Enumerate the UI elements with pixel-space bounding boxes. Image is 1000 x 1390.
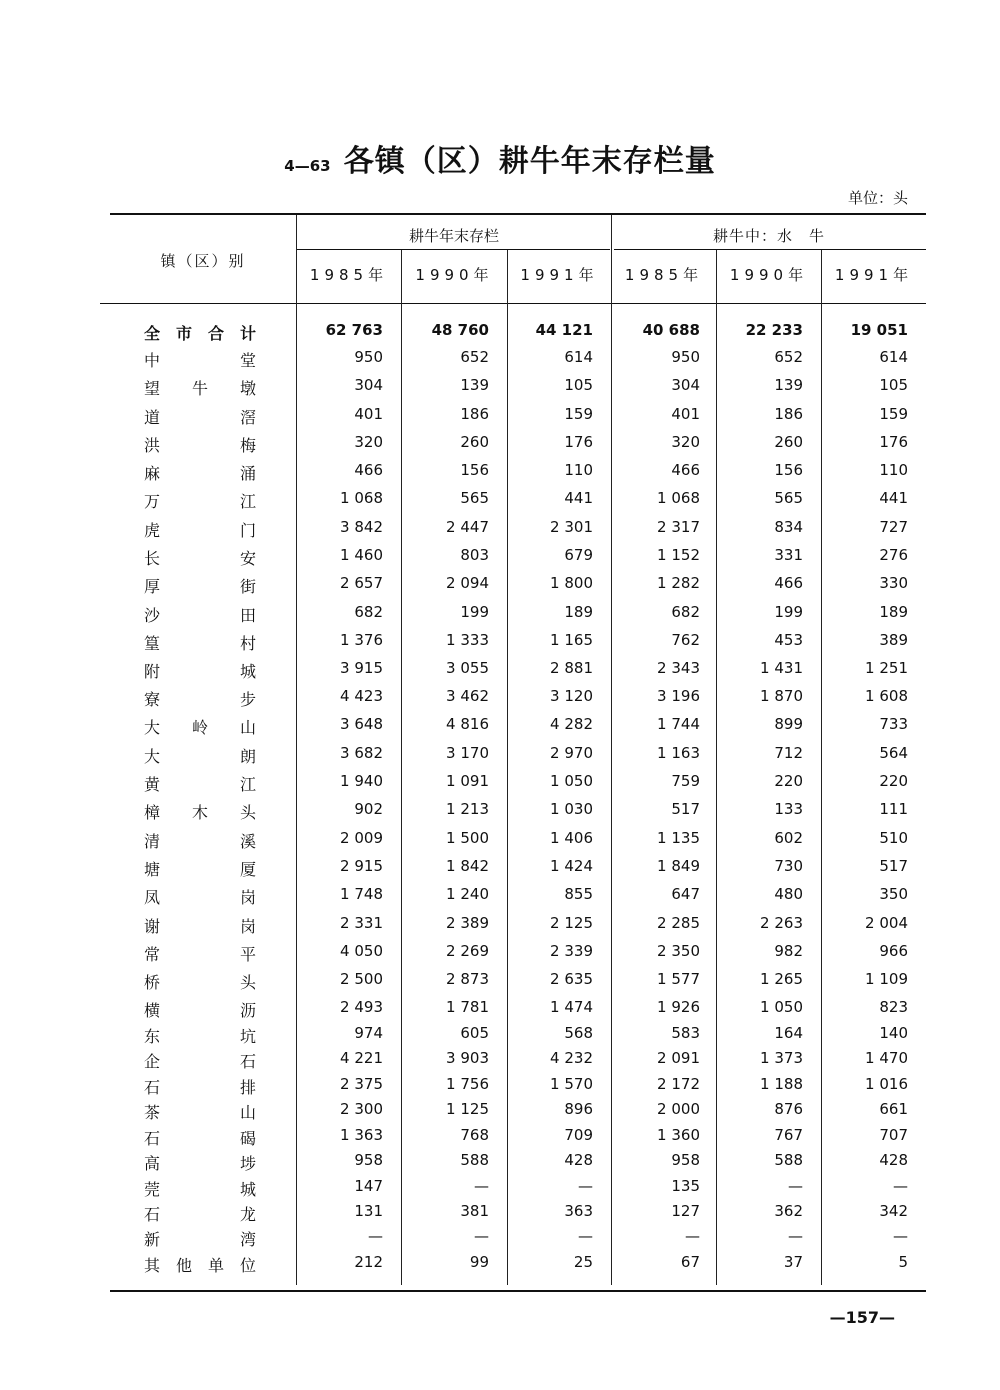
table-cell: 2 263	[760, 914, 803, 932]
table-cell: 1 570	[550, 1075, 593, 1093]
table-cell: 3 055	[446, 659, 489, 677]
table-cell: 1 050	[550, 772, 593, 790]
table-cell: 4 423	[340, 687, 383, 705]
table-code: 4—63	[284, 157, 331, 175]
table-cell: 67	[680, 1253, 700, 1271]
table-row: 其 他 单 位 212 99 25 67 37 5	[144, 1253, 908, 1275]
table-cell: 958	[354, 1151, 383, 1169]
row-label-header: 镇（区）别	[160, 252, 246, 270]
table-cell: 2 125	[550, 914, 593, 932]
table-cell: 105	[879, 376, 908, 394]
table-cell: —	[788, 1177, 803, 1195]
table-row: 石 龙 131 381 363 127 362 342	[144, 1202, 908, 1224]
table-row: 洪 梅 320 260 176 320 260 176	[144, 433, 908, 455]
table-cell: 565	[460, 489, 489, 507]
table-cell: 1 265	[760, 970, 803, 988]
table-cell: 1 849	[657, 857, 700, 875]
table-row: 石 排 2 375 1 756 1 570 2 172 1 188 1 016	[144, 1075, 908, 1097]
table-cell: 350	[879, 885, 908, 903]
table-cell: 199	[460, 603, 489, 621]
table-cell: 19 051	[850, 321, 908, 339]
table-cell: 679	[564, 546, 593, 564]
table-cell: 727	[879, 518, 908, 536]
bottom-rule	[110, 1290, 926, 1292]
table-cell: 1 333	[446, 631, 489, 649]
table-cell: 803	[460, 546, 489, 564]
table-cell: 1 068	[657, 489, 700, 507]
table-cell: 2 269	[446, 942, 489, 960]
table-cell: 4 221	[340, 1049, 383, 1067]
table-cell: —	[685, 1227, 700, 1245]
table-cell: 510	[879, 829, 908, 847]
table-cell: 2 300	[340, 1100, 383, 1118]
table-cell: 966	[879, 942, 908, 960]
table-row: 寮 步 4 423 3 462 3 120 3 196 1 870 1 608	[144, 687, 908, 709]
table-cell: 1 744	[657, 715, 700, 733]
table-cell: 363	[564, 1202, 593, 1220]
table-cell: 453	[774, 631, 803, 649]
table-cell: 44 121	[535, 321, 593, 339]
table-cell: 614	[564, 348, 593, 366]
year-header: 1990年	[729, 266, 809, 284]
table-row: 长 安 1 460 803 679 1 152 331 276	[144, 546, 908, 568]
table-cell: 401	[671, 405, 700, 423]
table-cell: 1 188	[760, 1075, 803, 1093]
table-cell: 2 915	[340, 857, 383, 875]
table-cell: 1 608	[865, 687, 908, 705]
table-cell: 48 760	[431, 321, 489, 339]
table-cell: 110	[564, 461, 593, 479]
table-cell: 709	[564, 1126, 593, 1144]
table-cell: 1 460	[340, 546, 383, 564]
table-cell: 1 470	[865, 1049, 908, 1067]
table-cell: 588	[774, 1151, 803, 1169]
table-cell: 902	[354, 800, 383, 818]
table-cell: 428	[879, 1151, 908, 1169]
table-cell: 1 135	[657, 829, 700, 847]
year-header: 1991年	[520, 266, 599, 284]
table-cell: 2 343	[657, 659, 700, 677]
table-cell: 1 376	[340, 631, 383, 649]
table-row: 麻 涌 466 156 110 466 156 110	[144, 461, 908, 483]
table-row: 沙 田 682 199 189 682 199 189	[144, 603, 908, 625]
table-row: 莞 城 147 — — 135 — —	[144, 1177, 908, 1199]
table-row: 凤 岗 1 748 1 240 855 647 480 350	[144, 885, 908, 907]
table-cell: 614	[879, 348, 908, 366]
table-cell: 2 389	[446, 914, 489, 932]
table-cell: 876	[774, 1100, 803, 1118]
table-cell: 127	[671, 1202, 700, 1220]
table-cell: 389	[879, 631, 908, 649]
table-cell: 1 152	[657, 546, 700, 564]
table-cell: 441	[879, 489, 908, 507]
table-cell: 2 301	[550, 518, 593, 536]
table-cell: 189	[564, 603, 593, 621]
table-cell: 1 050	[760, 998, 803, 1016]
table-cell: 156	[774, 461, 803, 479]
table-cell: 131	[354, 1202, 383, 1220]
table-cell: 140	[879, 1024, 908, 1042]
table-row: 万 江 1 068 565 441 1 068 565 441	[144, 489, 908, 511]
table-cell: 220	[879, 772, 908, 790]
table-row: 企 石 4 221 3 903 4 232 2 091 1 373 1 470	[144, 1049, 908, 1071]
table-cell: 1 431	[760, 659, 803, 677]
table-cell: 133	[774, 800, 803, 818]
table-cell: 381	[460, 1202, 489, 1220]
table-cell: 320	[671, 433, 700, 451]
table-row: 大 朗 3 682 3 170 2 970 1 163 712 564	[144, 744, 908, 766]
table-cell: 682	[671, 603, 700, 621]
table-cell: 823	[879, 998, 908, 1016]
table-row: 东 坑 974 605 568 583 164 140	[144, 1024, 908, 1046]
table-cell: 2 094	[446, 574, 489, 592]
table-cell: 428	[564, 1151, 593, 1169]
table-cell: 260	[460, 433, 489, 451]
table-cell: 1 474	[550, 998, 593, 1016]
table-cell: 135	[671, 1177, 700, 1195]
table-cell: 1 748	[340, 885, 383, 903]
table-cell: 2 317	[657, 518, 700, 536]
year-header: 1985年	[309, 266, 389, 284]
table-cell: 304	[671, 376, 700, 394]
table-cell: 331	[774, 546, 803, 564]
table-cell: 105	[564, 376, 593, 394]
table-cell: 1 373	[760, 1049, 803, 1067]
group2-header: 耕牛中：水 牛	[712, 227, 825, 245]
table-cell: 1 016	[865, 1075, 908, 1093]
table-cell: 111	[879, 800, 908, 818]
table-cell: 3 170	[446, 744, 489, 762]
table-cell: 304	[354, 376, 383, 394]
table-cell: —	[893, 1227, 908, 1245]
table-cell: 466	[354, 461, 383, 479]
table-cell: 3 682	[340, 744, 383, 762]
table-cell: —	[474, 1177, 489, 1195]
table-cell: 1 213	[446, 800, 489, 818]
table-cell: —	[474, 1227, 489, 1245]
table-cell: 652	[460, 348, 489, 366]
table-row: 谢 岗 2 331 2 389 2 125 2 285 2 263 2 004	[144, 914, 908, 936]
table-row: 附 城 3 915 3 055 2 881 2 343 1 431 1 251	[144, 659, 908, 681]
table-cell: 712	[774, 744, 803, 762]
table-cell: 3 120	[550, 687, 593, 705]
table-cell: 2 881	[550, 659, 593, 677]
table-cell: 4 282	[550, 715, 593, 733]
table-cell: 466	[671, 461, 700, 479]
table-cell: 588	[460, 1151, 489, 1169]
table-cell: —	[578, 1227, 593, 1245]
table-row: 厚 街 2 657 2 094 1 800 1 282 466 330	[144, 574, 908, 596]
table-row: 黄 江 1 940 1 091 1 050 759 220 220	[144, 772, 908, 794]
table-cell: 759	[671, 772, 700, 790]
table-cell: 1 781	[446, 998, 489, 1016]
table-cell: 330	[879, 574, 908, 592]
table-cell: 583	[671, 1024, 700, 1042]
table-cell: 647	[671, 885, 700, 903]
table-row: 茶 山 2 300 1 125 896 2 000 876 661	[144, 1100, 908, 1122]
table-cell: 517	[671, 800, 700, 818]
table-cell: 4 050	[340, 942, 383, 960]
table-row: 中 堂 950 652 614 950 652 614	[144, 348, 908, 370]
page-number: —157—	[829, 1308, 895, 1327]
table-cell: 99	[469, 1253, 489, 1271]
table-cell: 2 004	[865, 914, 908, 932]
table-cell: 2 172	[657, 1075, 700, 1093]
table-cell: 159	[879, 405, 908, 423]
table-row: 桥 头 2 500 2 873 2 635 1 577 1 265 1 109	[144, 970, 908, 992]
table-cell: 1 940	[340, 772, 383, 790]
table-cell: 1 756	[446, 1075, 489, 1093]
table-cell: 2 331	[340, 914, 383, 932]
group-rule-left	[297, 249, 610, 250]
table-cell: 2 657	[340, 574, 383, 592]
table-row: 常 平 4 050 2 269 2 339 2 350 982 966	[144, 942, 908, 964]
table-row: 横 沥 2 493 1 781 1 474 1 926 1 050 823	[144, 998, 908, 1020]
table-cell: 220	[774, 772, 803, 790]
table-cell: 186	[774, 405, 803, 423]
table-cell: 1 870	[760, 687, 803, 705]
table-cell: 147	[354, 1177, 383, 1195]
group-rule-right	[614, 249, 926, 250]
table-cell: 3 903	[446, 1049, 489, 1067]
table-cell: 652	[774, 348, 803, 366]
table-cell: 186	[460, 405, 489, 423]
table-cell: 565	[774, 489, 803, 507]
table-cell: 1 360	[657, 1126, 700, 1144]
table-cell: 682	[354, 603, 383, 621]
table-cell: 3 462	[446, 687, 489, 705]
table-cell: 260	[774, 433, 803, 451]
table-cell: 110	[879, 461, 908, 479]
table-cell: 37	[783, 1253, 803, 1271]
year-header: 1985年	[624, 266, 704, 284]
top-rule	[110, 213, 926, 215]
table-cell: 1 030	[550, 800, 593, 818]
unit-label: 单位：头	[847, 189, 908, 207]
table-cell: 2 493	[340, 998, 383, 1016]
table-cell: 605	[460, 1024, 489, 1042]
table-cell: 441	[564, 489, 593, 507]
year-header: 1991年	[834, 266, 914, 284]
title-text: 各镇（区）耕牛年末存栏量	[343, 144, 716, 179]
table-row: 篁 村 1 376 1 333 1 165 762 453 389	[144, 631, 908, 653]
table-cell: 156	[460, 461, 489, 479]
table-cell: 768	[460, 1126, 489, 1144]
table-cell: 661	[879, 1100, 908, 1118]
table-cell: 2 500	[340, 970, 383, 988]
table-cell: 2 009	[340, 829, 383, 847]
table-cell: 3 842	[340, 518, 383, 536]
table-cell: 159	[564, 405, 593, 423]
table-cell: 1 800	[550, 574, 593, 592]
table-cell: 855	[564, 885, 593, 903]
table-title	[0, 136, 1000, 180]
table-row: 新 湾 — — — — — —	[144, 1227, 908, 1249]
table-row: 全 市 合 计 62 763 48 760 44 121 40 688 22 233 19 051	[144, 321, 908, 343]
table-row: 塘 厦 2 915 1 842 1 424 1 849 730 517	[144, 857, 908, 879]
table-row: 清 溪 2 009 1 500 1 406 1 135 602 510	[144, 829, 908, 851]
table-row: 高 埗 958 588 428 958 588 428	[144, 1151, 908, 1173]
table-cell: 982	[774, 942, 803, 960]
table-cell: 2 635	[550, 970, 593, 988]
table-cell: 401	[354, 405, 383, 423]
table-cell: 2 000	[657, 1100, 700, 1118]
table-cell: 2 350	[657, 942, 700, 960]
table-cell: 2 970	[550, 744, 593, 762]
table-cell: 1 165	[550, 631, 593, 649]
table-cell: —	[893, 1177, 908, 1195]
table-cell: 2 339	[550, 942, 593, 960]
table-row: 望 牛 墩 304 139 105 304 139 105	[144, 376, 908, 398]
table-cell: 1 363	[340, 1126, 383, 1144]
table-cell: 2 447	[446, 518, 489, 536]
table-cell: 3 196	[657, 687, 700, 705]
year-header: 1990年	[415, 266, 494, 284]
table-cell: 212	[354, 1253, 383, 1271]
table-cell: 958	[671, 1151, 700, 1169]
table-cell: 1 068	[340, 489, 383, 507]
table-cell: 480	[774, 885, 803, 903]
table-cell: 466	[774, 574, 803, 592]
table-cell: 199	[774, 603, 803, 621]
table-cell: 1 842	[446, 857, 489, 875]
table-cell: 2 091	[657, 1049, 700, 1067]
table-cell: 1 926	[657, 998, 700, 1016]
table-cell: 899	[774, 715, 803, 733]
table-cell: 762	[671, 631, 700, 649]
table-cell: 164	[774, 1024, 803, 1042]
table-cell: 974	[354, 1024, 383, 1042]
table-cell: 2 375	[340, 1075, 383, 1093]
table-cell: 1 125	[446, 1100, 489, 1118]
table-cell: 1 406	[550, 829, 593, 847]
table-cell: 62 763	[325, 321, 383, 339]
table-cell: 5	[898, 1253, 908, 1271]
table-cell: 730	[774, 857, 803, 875]
group1-header: 耕牛年末存栏	[408, 227, 499, 245]
table-cell: 139	[460, 376, 489, 394]
table-cell: 22 233	[745, 321, 803, 339]
table-row: 道 滘 401 186 159 401 186 159	[144, 405, 908, 427]
table-cell: 834	[774, 518, 803, 536]
table-cell: 1 500	[446, 829, 489, 847]
table-cell: —	[578, 1177, 593, 1195]
table-cell: 25	[573, 1253, 593, 1271]
table-cell: 1 240	[446, 885, 489, 903]
table-row: 石 碣 1 363 768 709 1 360 767 707	[144, 1126, 908, 1148]
table-row: 樟 木 头 902 1 213 1 030 517 133 111	[144, 800, 908, 822]
table-cell: 707	[879, 1126, 908, 1144]
table-cell: 1 577	[657, 970, 700, 988]
table-cell: 733	[879, 715, 908, 733]
table-cell: 2 285	[657, 914, 700, 932]
table-cell: 1 091	[446, 772, 489, 790]
table-cell: —	[788, 1227, 803, 1245]
table-cell: 3 915	[340, 659, 383, 677]
table-cell: 1 251	[865, 659, 908, 677]
table-cell: 276	[879, 546, 908, 564]
table-cell: 517	[879, 857, 908, 875]
table-cell: 1 424	[550, 857, 593, 875]
table-cell: 1 109	[865, 970, 908, 988]
table-cell: 176	[879, 433, 908, 451]
table-cell: 40 688	[642, 321, 700, 339]
table-cell: 950	[354, 348, 383, 366]
table-cell: 4 232	[550, 1049, 593, 1067]
table-cell: 176	[564, 433, 593, 451]
table-cell: 4 816	[446, 715, 489, 733]
table-cell: 896	[564, 1100, 593, 1118]
table-cell: 602	[774, 829, 803, 847]
table-cell: 320	[354, 433, 383, 451]
table-row: 虎 门 3 842 2 447 2 301 2 317 834 727	[144, 518, 908, 540]
table-cell: 568	[564, 1024, 593, 1042]
table-cell: 342	[879, 1202, 908, 1220]
table-cell: 1 282	[657, 574, 700, 592]
table-cell: 564	[879, 744, 908, 762]
table-cell: 1 163	[657, 744, 700, 762]
table-cell: 139	[774, 376, 803, 394]
header-bottom-rule	[100, 303, 926, 304]
table-cell: 189	[879, 603, 908, 621]
table-cell: 3 648	[340, 715, 383, 733]
table-cell: —	[368, 1227, 383, 1245]
table-cell: 767	[774, 1126, 803, 1144]
table-row: 大 岭 山 3 648 4 816 4 282 1 744 899 733	[144, 715, 908, 737]
table-cell: 950	[671, 348, 700, 366]
table-cell: 2 873	[446, 970, 489, 988]
table-cell: 362	[774, 1202, 803, 1220]
